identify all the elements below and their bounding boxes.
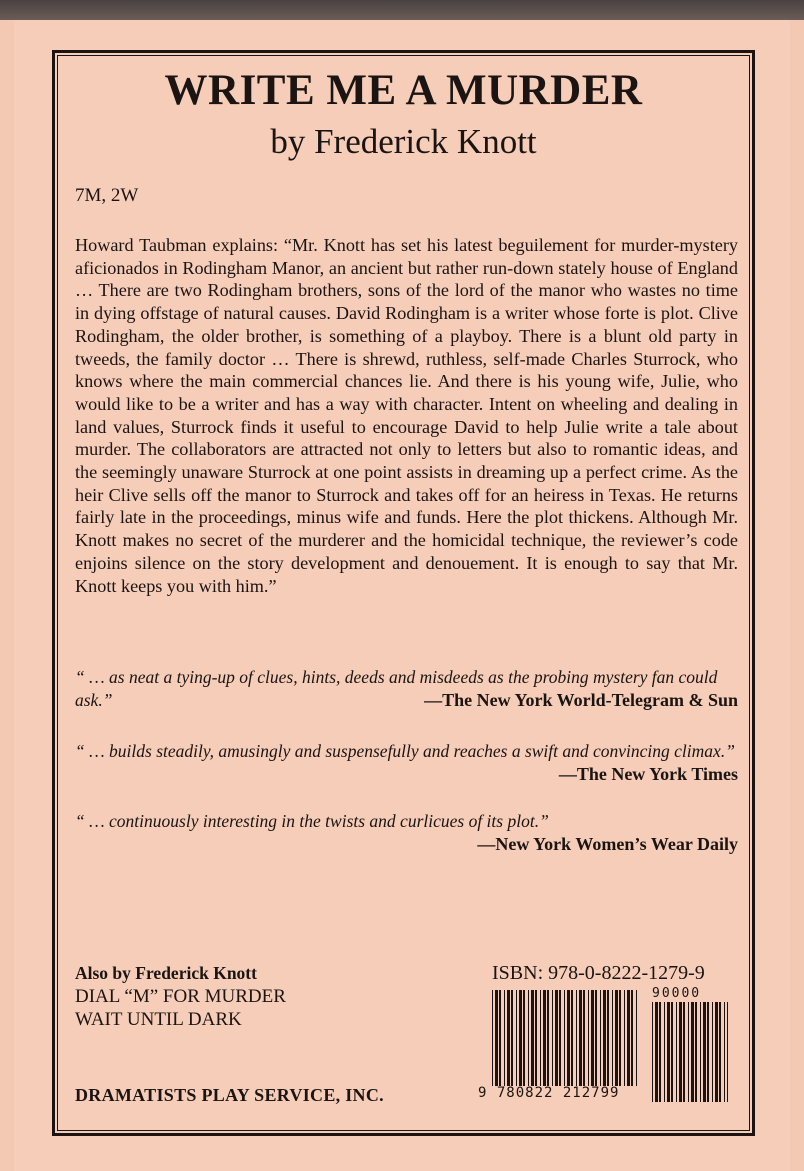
barcode-bar [559,990,561,1086]
barcode-bar [579,990,582,1086]
barcode-bar [631,990,633,1086]
barcode-bar [679,1002,682,1102]
barcode-bar [667,1002,670,1102]
book-title: WRITE ME A MURDER [164,67,643,114]
barcode-bar [511,990,513,1086]
barcode-bar [615,990,618,1086]
barcode-bar [683,1002,685,1102]
review-quote [75,740,738,786]
barcode-bar [528,990,529,1086]
barcode-bar [523,990,525,1086]
barcode-bar [712,1002,713,1102]
author-byline: by Frederick Knott [270,122,537,161]
barcode-bar [547,990,549,1086]
barcode-bar [507,990,510,1086]
barcode-bar [612,990,613,1086]
barcode-bar [552,990,553,1086]
barcode-bar [535,990,537,1086]
also-by-section [75,962,286,1031]
publisher-name: DRAMATISTS PLAY SERVICE, INC. [75,1085,384,1105]
barcode-bar [676,1002,677,1102]
barcode-bar [564,990,565,1086]
barcode-bar [499,990,501,1086]
barcode-bar [636,990,637,1086]
review-quote-text: “ … builds steadily, amusingly and suspensefully and reaches a swift and convincing climax.” [75,741,735,761]
review-quote-source: —The New York World-Telegram & Sun [424,690,738,710]
barcode-bar [719,1002,721,1102]
barcode-bar [671,1002,673,1102]
barcode-bar [727,1002,728,1102]
review-quote-source: —New York Women’s Wear Daily [477,834,738,854]
barcode-digits: 9 780822 212799 [478,1085,620,1101]
review-quote [75,666,738,712]
description-paragraph: Howard Taubman explains: “Mr. Knott has set his latest beguilement for murder-mystery aficionados in Rodingham Manor, an ancient but rather run-down stately house of England … There are two Rodingham brothers, sons of the lord of the manor who wastes no time in dying offstage of natural causes. David Rodingham is a writer whose forte is plot. Clive Rodingham, the older brother, is something of a playboy. There is a blunt old party in tweeds, the family doctor … There is shrewd, ruthless, self-made Charles Sturrock, who knows where the main commercial chances lie. And there is his young wife, Julie, who would like to be a writer and has a way with character. Intent on wheeling and dealing in land values, Sturrock finds it useful to encourage David to help Julie write a tale about murder. The collaborators are attracted not only to letters but also to romantic ideas, and the seemingly unaware Sturrock at one point assists in dreaming up a perfect crime. As the heir Clive sells off the manor to Sturrock and takes off for an heiress in Texas. He returns fairly late in the proceedings, minus wife and funds. Here the plot thickens. Although Mr. Knott makes no secret of the murderer and the homicidal technique, the reviewer’s code enjoins silence on the story development and denouement. It is enough to say that Mr. Knott keeps you with him.” [75,235,738,596]
barcode-bar [700,1002,701,1102]
barcode-bar [603,990,606,1086]
barcode-bar [519,990,522,1086]
barcode-bar [595,990,597,1086]
review-quote [75,810,738,856]
barcode-bar [691,1002,694,1102]
barcode-bar [703,1002,706,1102]
barcode-bar [627,990,630,1086]
barcode-bar [664,1002,665,1102]
barcode-bar [583,990,585,1086]
cast-size: 7M, 2W [75,185,139,206]
also-by-item: DIAL “M” FOR MURDER [75,986,286,1007]
barcode-bar [567,990,570,1086]
barcode-bar [588,990,589,1086]
barcode-bar [652,1002,653,1102]
barcode-bar [576,990,577,1086]
barcode-bar [707,1002,709,1102]
barcode-bar [495,990,498,1086]
isbn-label: ISBN: 978-0-8222-1279-9 [492,962,705,984]
review-quote-text: “ … continuously interesting in the twists and curlicues of its plot.” [75,811,549,831]
barcode-icon [490,990,640,1086]
barcode-bar [688,1002,689,1102]
barcode-bar [555,990,558,1086]
review-quote-text: “ … as neat a tying-up of clues, hints, deeds and misdeeds as the probing mystery fan could ask.” [75,667,718,710]
barcode-bar [619,990,621,1086]
also-by-heading: Also by Frederick Knott [75,963,257,983]
barcode-bar [504,990,505,1086]
barcode-bar [715,1002,718,1102]
barcode-addon-icon [650,1002,730,1102]
barcode-bar [540,990,541,1086]
top-shadow [0,0,804,20]
barcode-bar [624,990,625,1086]
barcode-bar [607,990,609,1086]
barcode-bar [571,990,573,1086]
barcode-bar [543,990,546,1086]
barcode-bar [695,1002,697,1102]
barcode-bar [600,990,601,1086]
barcode-bar [591,990,594,1086]
barcode-bar [516,990,517,1086]
barcode-addon-digits: 90000 [652,986,702,1001]
barcode-bar [724,1002,725,1102]
review-quote-source: —The New York Times [558,764,738,784]
barcode-bar [531,990,534,1086]
also-by-item: WAIT UNTIL DARK [75,1009,242,1030]
barcode-bar [655,1002,658,1102]
barcode-bar [659,1002,661,1102]
barcode-bar [492,990,493,1086]
